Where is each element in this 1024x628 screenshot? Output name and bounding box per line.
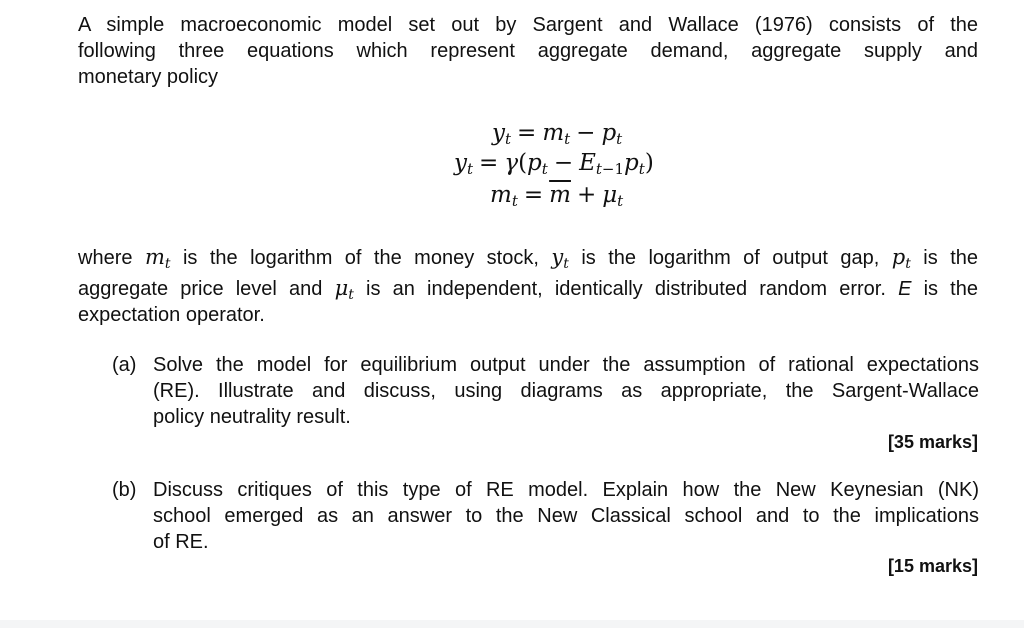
intro-line-1: A simple macroeconomic model set out by Sargent and Wallace (1976) consists of the (78, 14, 978, 36)
question-b-marks: [15 marks] (887, 556, 978, 576)
question-b-body (153, 477, 979, 555)
bottom-divider (0, 620, 1024, 628)
intro-line-2: following three equations which represent aggregate demand, aggregate supply and (78, 40, 978, 62)
definitions-money-stock: is the logarithm of the money stock, (182, 247, 539, 269)
question-a-line-2: (RE). Illustrate and discuss, using diagrams as appropriate, the Sargent-Wallace (153, 380, 979, 402)
symbol-p-t: $p_t$ (891, 245, 911, 272)
question-a-line-3: policy neutrality result. (153, 406, 351, 428)
equation-aggregate-demand: $y_t = m_t - p_t$ (492, 120, 623, 148)
question-b-label: (b) (112, 479, 137, 501)
equation-aggregate-supply: $y_t = \gamma(p_t - E_{t-1}p_t)$ (454, 150, 654, 178)
definitions-is-the-2: is the (923, 278, 978, 300)
question-a-marks: [35 marks] (887, 432, 978, 452)
definitions-where: where (78, 247, 133, 269)
definitions-output-gap: is the logarithm of output gap, (581, 247, 880, 269)
intro-paragraph (78, 12, 978, 90)
symbol-y-t: $y_t$ (551, 245, 569, 272)
question-a-body (153, 352, 979, 430)
question-a-label: (a) (112, 354, 137, 376)
definitions-paragraph (78, 244, 978, 328)
equation-monetary-policy: $m_t = \overline{m} + \mu_t$ (490, 182, 624, 210)
definitions-price-level: aggregate price level and (78, 278, 323, 300)
symbol-mu-t: $\mu_t$ (334, 276, 354, 303)
question-b-line-2: school emerged as an answer to the New Classical school and to the implications (153, 505, 979, 527)
definitions-is-the: is the (923, 247, 978, 269)
symbol-m-t: $m_t$ (144, 245, 171, 272)
definitions-line-2 (78, 275, 978, 302)
definitions-line-1 (78, 244, 978, 271)
definitions-e-symbol: E (898, 278, 912, 300)
question-a-line-1: Solve the model for equilibrium output under the assumption of rational expectations (153, 354, 979, 376)
definitions-random-error: is an independent, identically distributed random error. (366, 278, 886, 300)
definitions-line-3: expectation operator. (78, 304, 265, 326)
question-b-line-1: Discuss critiques of this type of RE model. Explain how the New Keynesian (NK) (153, 479, 979, 501)
intro-line-3: monetary policy (78, 66, 219, 88)
question-b-line-3: of RE. (153, 531, 209, 553)
